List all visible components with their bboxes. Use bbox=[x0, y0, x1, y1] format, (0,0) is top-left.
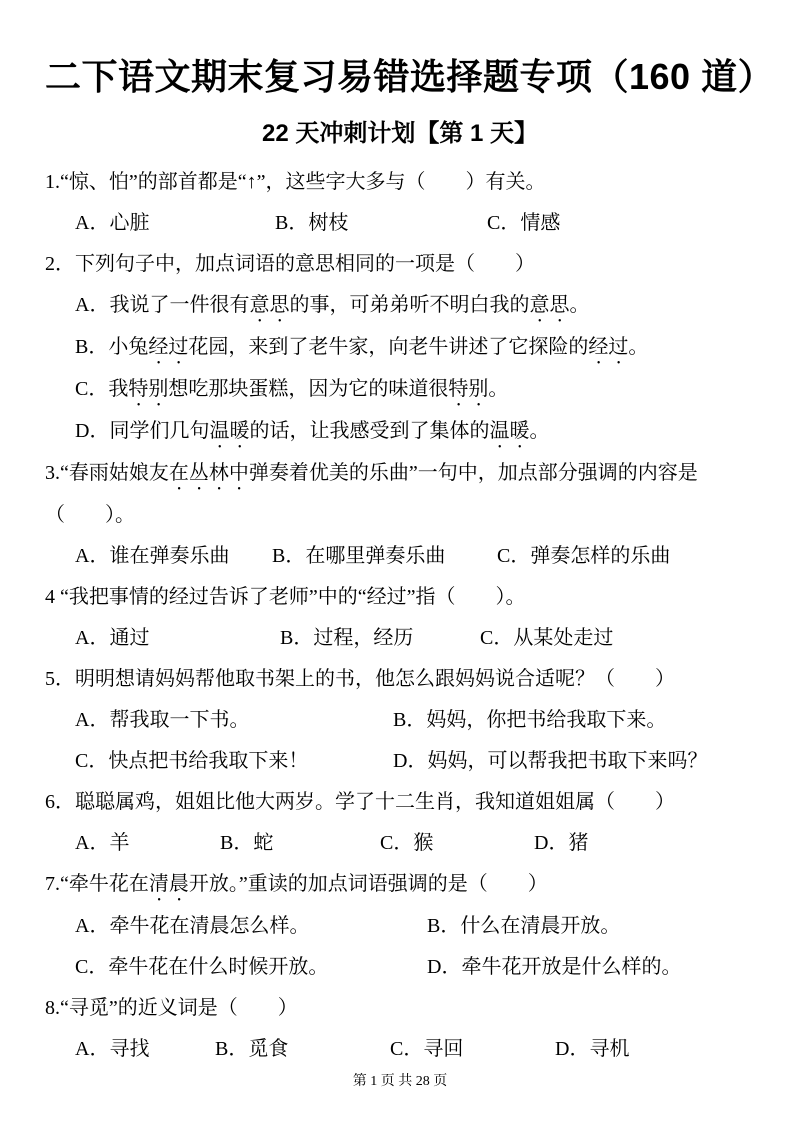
question-4-option-b: B．过程，经历 bbox=[280, 627, 414, 649]
question-2 bbox=[45, 244, 755, 453]
question-2-option-b bbox=[45, 327, 755, 369]
emphasized-text: 经过 bbox=[148, 336, 189, 358]
question-4-option-c: C．从某处走过 bbox=[480, 627, 614, 649]
question-7-options-row-1 bbox=[45, 906, 755, 947]
page-footer: 第 1 页 共 28 页 bbox=[352, 1074, 448, 1089]
question-8-options bbox=[45, 1029, 755, 1070]
question-3-option-a: A．谁在弹奏乐曲 bbox=[75, 545, 230, 567]
question-6-option-c: C．猴 bbox=[380, 832, 434, 854]
question-6-option-a: A．羊 bbox=[75, 832, 130, 854]
question-5-option-a: A．帮我取一下书。 bbox=[75, 709, 250, 731]
question-1-option-b: B．树枝 bbox=[275, 212, 349, 234]
question-2-stem: 2．下列句子中，加点词语的意思相同的一项是（ ） bbox=[45, 253, 535, 275]
question-7-option-d: D．牵牛花开放是什么样的。 bbox=[427, 956, 682, 978]
text-segment: 开放。”重读的加点词语强调的是（ ） bbox=[188, 873, 548, 895]
question-6 bbox=[45, 782, 755, 864]
page-title: 二下语文期末复习易错选择题专项（160 道） bbox=[45, 56, 775, 97]
question-3-option-c: C．弹奏怎样的乐曲 bbox=[497, 545, 671, 567]
text-segment: 的事，可弟弟听不明白我的 bbox=[289, 294, 530, 316]
question-4-stem: 4 “我把事情的经过告诉了老师”中的“经过”指（ ）。 bbox=[45, 586, 526, 608]
question-3-options bbox=[45, 536, 755, 577]
question-1-option-a: A．心脏 bbox=[75, 212, 150, 234]
emphasized-text: 温暖 bbox=[209, 420, 250, 442]
emphasized-text: 清晨 bbox=[148, 873, 189, 895]
question-5-option-d: D．妈妈，可以帮我把书取下来吗？ bbox=[393, 750, 708, 772]
question-7-option-b: B．什么在清晨开放。 bbox=[427, 915, 621, 937]
page-subtitle: 22 天冲刺计划【第 1 天】 bbox=[261, 120, 539, 147]
emphasized-text: 在丛林中 bbox=[168, 462, 249, 484]
text-segment: 想吃那块蛋糕，因为它的味道很 bbox=[168, 378, 449, 400]
text-segment: 。 bbox=[529, 420, 550, 442]
text-segment: 弹奏着优美的乐曲”一句中，加点部分强调的内容是（ ）。 bbox=[45, 462, 698, 526]
question-5-options-row-2 bbox=[45, 741, 755, 782]
text-segment: 。 bbox=[569, 294, 590, 316]
question-4 bbox=[45, 577, 755, 659]
text-segment: B．小兔 bbox=[75, 336, 149, 358]
question-2-option-d bbox=[45, 411, 755, 453]
question-5-options-row-1 bbox=[45, 700, 755, 741]
emphasized-text: 特别 bbox=[448, 378, 489, 400]
question-6-option-b: B．蛇 bbox=[220, 832, 274, 854]
question-5-option-b: B．妈妈，你把书给我取下来。 bbox=[393, 709, 667, 731]
question-7-stem bbox=[45, 864, 755, 906]
emphasized-text: 温暖 bbox=[489, 420, 530, 442]
question-7-option-c: C．牵牛花在什么时候开放。 bbox=[75, 956, 329, 978]
question-5 bbox=[45, 659, 755, 782]
question-7-option-a: A．牵牛花在清晨怎么样。 bbox=[75, 915, 310, 937]
question-3-stem bbox=[45, 453, 755, 536]
question-5-stem: 5．明明想请妈妈帮他取书架上的书，他怎么跟妈妈说合适呢？（ ） bbox=[45, 668, 675, 690]
text-segment: A．我说了一件很有 bbox=[75, 294, 250, 316]
question-3-option-b: B．在哪里弹奏乐曲 bbox=[272, 545, 446, 567]
question-3 bbox=[45, 453, 755, 577]
text-segment: 的话，让我感受到了集体的 bbox=[249, 420, 490, 442]
text-segment: 3.“春雨姑娘友 bbox=[45, 462, 169, 484]
question-8-option-a: A．寻找 bbox=[75, 1038, 150, 1060]
question-6-options bbox=[45, 823, 755, 864]
text-segment: C．我 bbox=[75, 378, 129, 400]
emphasized-text: 意思 bbox=[529, 294, 570, 316]
question-8-option-c: C．寻回 bbox=[390, 1038, 464, 1060]
question-6-stem: 6．聪聪属鸡，姐姐比他大两岁。学了十二生肖，我知道姐姐属（ ） bbox=[45, 791, 675, 813]
question-1-stem: 1.“惊、怕”的部首都是“↑”，这些字大多与（ ）有关。 bbox=[45, 171, 546, 193]
question-8-option-d: D．寻机 bbox=[555, 1038, 630, 1060]
question-1-options bbox=[45, 203, 755, 244]
question-4-options bbox=[45, 618, 755, 659]
question-5-option-c: C．快点把书给我取下来！ bbox=[75, 750, 309, 772]
text-segment: 7.“牵牛花在 bbox=[45, 873, 149, 895]
question-1-option-c: C．情感 bbox=[487, 212, 561, 234]
emphasized-text: 经过 bbox=[588, 336, 629, 358]
question-8-option-b: B．觅食 bbox=[215, 1038, 289, 1060]
question-7 bbox=[45, 864, 755, 988]
question-8-stem: 8.“寻觅”的近义词是（ ） bbox=[45, 997, 298, 1019]
emphasized-text: 特别 bbox=[128, 378, 169, 400]
text-segment: D．同学们几句 bbox=[75, 420, 210, 442]
question-6-option-d: D．猪 bbox=[534, 832, 589, 854]
question-4-option-a: A．通过 bbox=[75, 627, 150, 649]
question-2-option-c bbox=[45, 369, 755, 411]
text-segment: 花园，来到了老牛家，向老牛讲述了它探险的 bbox=[188, 336, 589, 358]
question-7-options-row-2 bbox=[45, 947, 755, 988]
question-1 bbox=[45, 162, 755, 244]
emphasized-text: 意思 bbox=[249, 294, 290, 316]
questions-body bbox=[45, 162, 755, 1070]
question-8 bbox=[45, 988, 755, 1070]
text-segment: 。 bbox=[628, 336, 649, 358]
text-segment: 。 bbox=[488, 378, 509, 400]
question-2-option-a bbox=[45, 285, 755, 327]
